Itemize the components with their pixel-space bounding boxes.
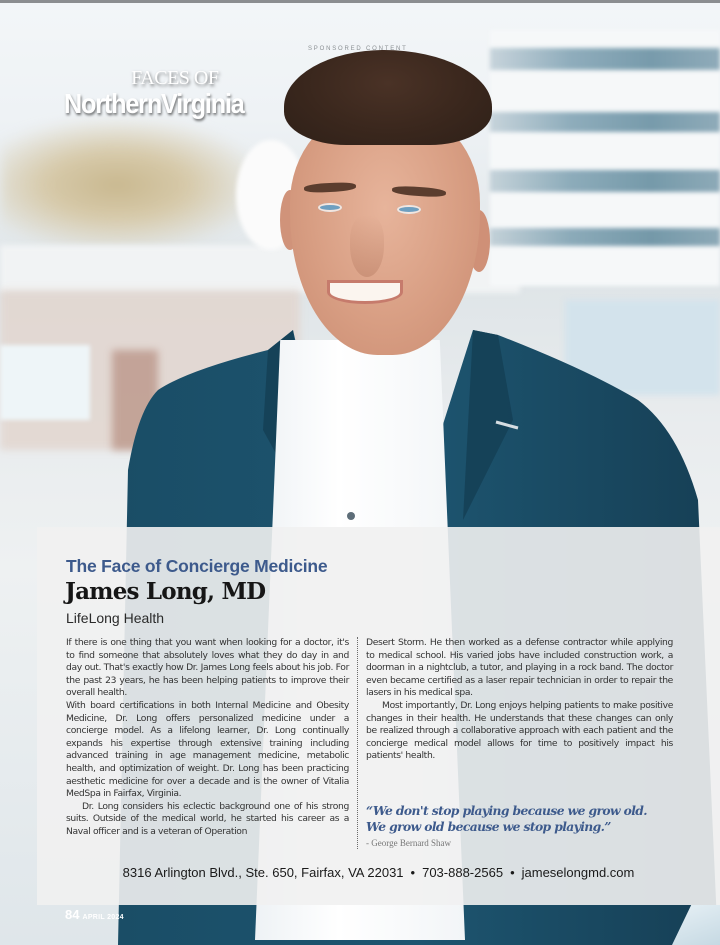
article-column-right: [366, 637, 673, 763]
contact-phone[interactable]: 703-888-2565: [422, 865, 504, 880]
article-column-left: [66, 637, 349, 839]
masthead-line-2: NorthernVirginia: [64, 88, 244, 119]
blurred-office-building: [490, 30, 720, 330]
practice-name: LifeLong Health: [66, 610, 165, 626]
contact-line: [37, 865, 720, 880]
portrait-eye-left: [318, 203, 342, 212]
contact-address: 8316 Arlington Blvd., Ste. 650, Fairfax, VA 22031: [122, 865, 404, 880]
paragraph: If there is one thing that you want when looking for a doctor, it's to find someone that absolutely loves what they do day in and day out. That's exactly how Dr. James Long feels about his job. For the past 23 years, he has been helping patients to improve their overall health.: [66, 637, 349, 699]
doctor-name: James Long, MD: [65, 578, 266, 605]
blurred-window: [0, 345, 90, 420]
pull-quote-line-2: We grow old because we stop playing.”: [366, 819, 611, 834]
portrait-smile: [330, 283, 400, 301]
quote-attribution: - George Bernard Shaw: [366, 838, 452, 848]
bullet-separator: •: [510, 865, 515, 880]
pull-quote-line-1: “We don't stop playing because we grow old.: [366, 803, 647, 818]
blurred-trees: [0, 120, 260, 250]
paragraph: With board certifications in both Internal Medicine and Obesity Medicine, Dr. Long offers personalized medicine under a concierge model. As a lifelong learner, Dr. Long continually expands his expertise through extensive training including advanced training in age management medicine, metabolic health, and optimization of weight. Dr. Long has been practicing aesthetic medicine for over a decade and is the owner of Vitalia MedSpa in Fairfax, Virginia.: [66, 699, 349, 800]
portrait-nose: [350, 215, 384, 277]
masthead-logo: [64, 67, 264, 119]
bullet-separator: •: [410, 865, 416, 880]
masthead-line-1: FACES OF: [131, 67, 219, 89]
paragraph: Dr. Long considers his eclectic background one of his strong suits. Outside of the medical world, he started his career as a Naval officer and is a veteran of Operation: [66, 800, 349, 837]
contact-website[interactable]: jameselongmd.com: [521, 865, 635, 880]
sponsored-content-label: SPONSORED CONTENT: [308, 46, 408, 52]
article-kicker: The Face of Concierge Medicine: [66, 556, 328, 576]
paragraph: Desert Storm. He then worked as a defense contractor while applying to medical school. His varied jobs have included construction work, a doorman in a nightclub, a tutor, and playing in a rock band. The doctor even became certified as a laser repair technician in order to repair the lasers in his medical spa.: [366, 637, 673, 699]
issue-date: APRIL 2024: [82, 914, 124, 921]
portrait-eye-right: [397, 205, 421, 214]
page-folio: [65, 906, 124, 924]
page-number: 84: [65, 907, 80, 922]
paragraph: Most importantly, Dr. Long enjoys helping patients to make positive changes in their health. He understands that these changes can only be realized through a collaborative approach with each patient and the concierge medical model allows for time to positively impact his patients' health.: [366, 699, 673, 762]
column-divider: [357, 637, 358, 849]
shirt-button: [347, 512, 355, 520]
pull-quote: [366, 803, 647, 835]
